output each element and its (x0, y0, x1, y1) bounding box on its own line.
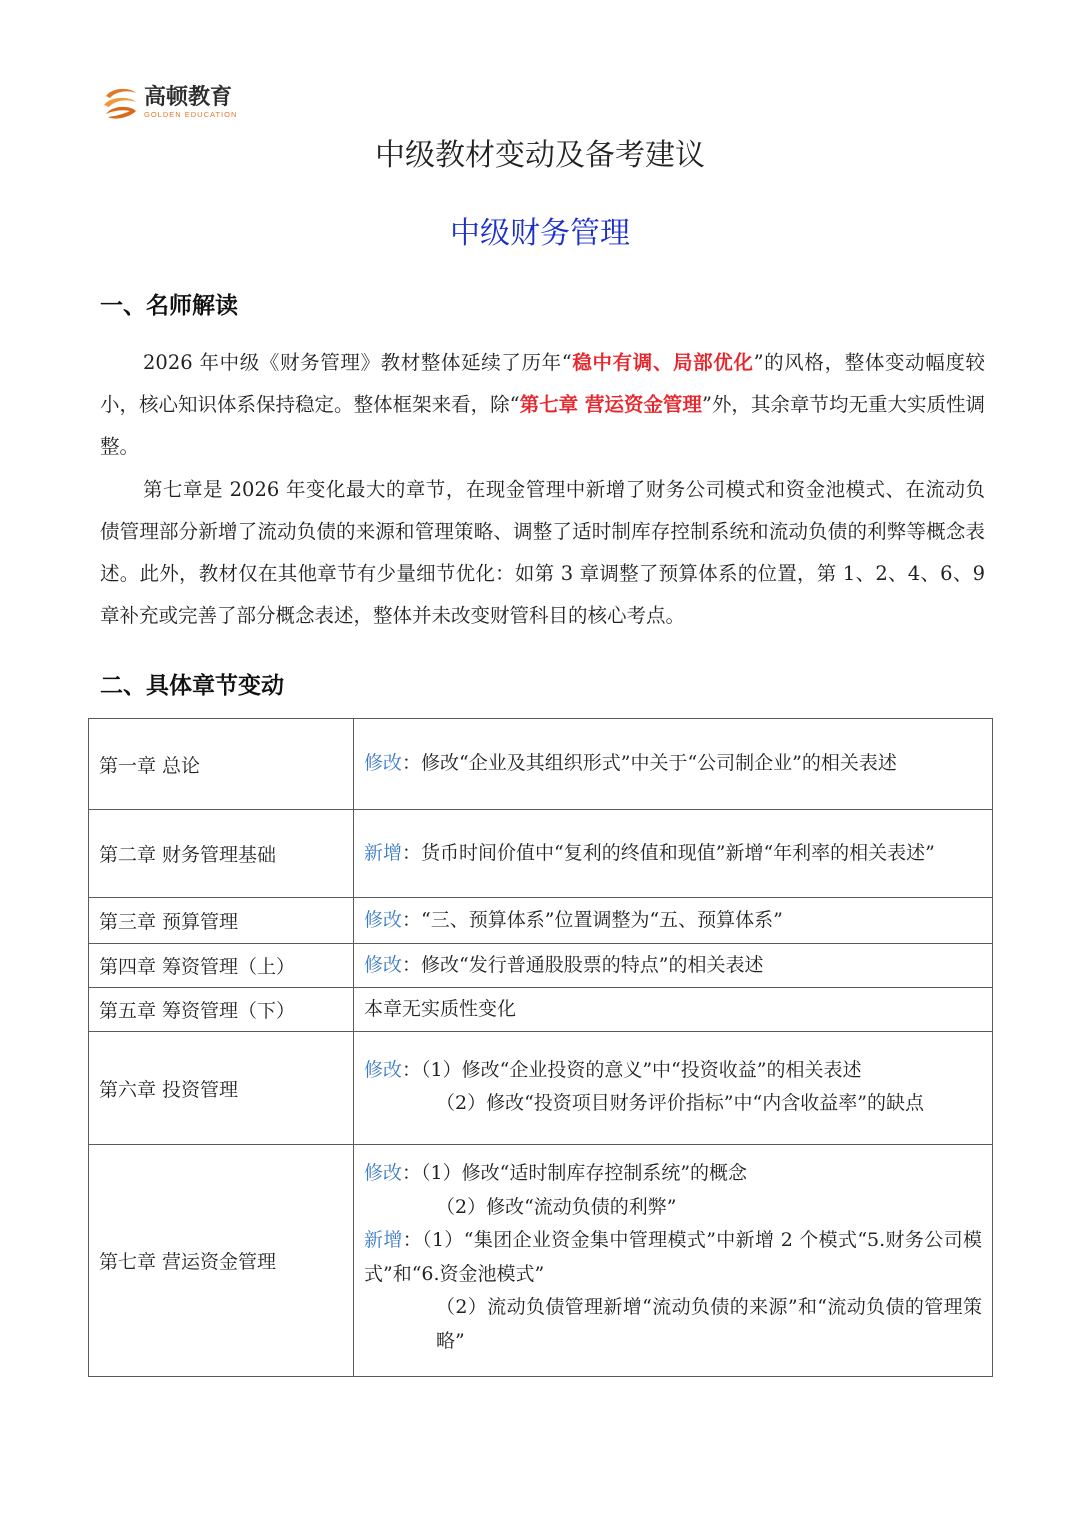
document-title: 中级教材变动及备考建议 (375, 138, 705, 173)
change-tag: 修改 (364, 1162, 403, 1184)
golden-education-logo-icon (100, 83, 140, 123)
chapter-name: 第二章 财务管理基础 (89, 810, 354, 898)
section-heading-expert-reading: 一、名师解读 (100, 293, 238, 319)
section-heading-chapter-changes: 二、具体章节变动 (100, 673, 284, 699)
change-detail: 修改：（1）修改“适时制库存控制系统”的概念 （2）修改“流动负债的利弊” 新增：（1）“集团企业资金集中管理模式”中新增 2 个模式“5.财务公司模式”和“6.资金池模式” （2）流动负债管理新增“流动负债的来源”和“流动负债的管理策略” (354, 1145, 993, 1377)
logo-name-en: GOLDEN EDUCATION (144, 110, 238, 119)
chapter-seven-paragraph: 第七章是 2026 年变化最大的章节，在现金管理中新增了财务公司模式和资金池模式、在流动负债管理部分新增了流动负债的来源和管理策略、调整了适时制库存控制系统和流动负债的利弊等概念表述。此外，教材仅在其他章节有少量细节优化：如第 3 章调整了预算体系的位置，第 1、2、4、6、9 章补充或完善了部分概念表述，整体并未改变财管科目的核心考点。 (100, 478, 985, 627)
highlight-stable-optimize: 稳中有调、局部优化 (571, 351, 754, 374)
chapter-name: 第一章 总论 (89, 719, 354, 810)
table-row (89, 898, 993, 944)
document-subtitle: 中级财务管理 (450, 216, 630, 251)
change-detail: 修改：修改“企业及其组织形式”中关于“公司制企业”的相关表述 (354, 719, 993, 810)
logo-name-cn: 高顿教育 (144, 85, 233, 110)
table-row (89, 1032, 993, 1145)
change-tag: 新增 (364, 1229, 403, 1251)
change-tag: 修改 (364, 953, 403, 976)
chapter-name: 第五章 筹资管理（下） (89, 988, 354, 1032)
change-tag: 修改 (364, 1058, 403, 1081)
change-detail: 修改：修改“发行普通股股票的特点”的相关表述 (354, 944, 993, 988)
table-row (89, 988, 993, 1032)
change-detail: 修改：（1）修改“企业投资的意义”中“投资收益”的相关表述 （2）修改“投资项目财务评价指标”中“内含收益率”的缺点 (354, 1032, 993, 1145)
chapter-name: 第三章 预算管理 (89, 898, 354, 944)
change-detail: 新增：货币时间价值中“复利的终值和现值”新增“年利率的相关表述” (354, 810, 993, 898)
change-detail: 修改：“三、预算体系”位置调整为“五、预算体系” (354, 898, 993, 944)
chapter-changes-table (88, 718, 993, 1377)
table-row (89, 1145, 993, 1377)
intro-paragraph: 2026 年中级《财务管理》教材整体延续了历年“稳中有调、局部优化”的风格，整体变动幅度较小，核心知识体系保持稳定。整体框架来看，除“第七章 营运资金管理”外，其余章节均无重大实质性调整。 (100, 351, 985, 458)
chapter-name: 第四章 筹资管理（上） (89, 944, 354, 988)
table-row (89, 719, 993, 810)
change-tag: 修改 (364, 908, 403, 931)
change-tag: 新增 (364, 841, 403, 864)
brand-logo (100, 80, 237, 126)
highlight-chapter-seven: 第七章 营运资金管理 (519, 393, 702, 416)
change-detail: 本章无实质性变化 (354, 988, 993, 1032)
table-row (89, 944, 993, 988)
change-tag: 修改 (364, 752, 403, 775)
table-row (89, 810, 993, 898)
chapter-name: 第六章 投资管理 (89, 1032, 354, 1145)
chapter-name: 第七章 营运资金管理 (89, 1145, 354, 1377)
